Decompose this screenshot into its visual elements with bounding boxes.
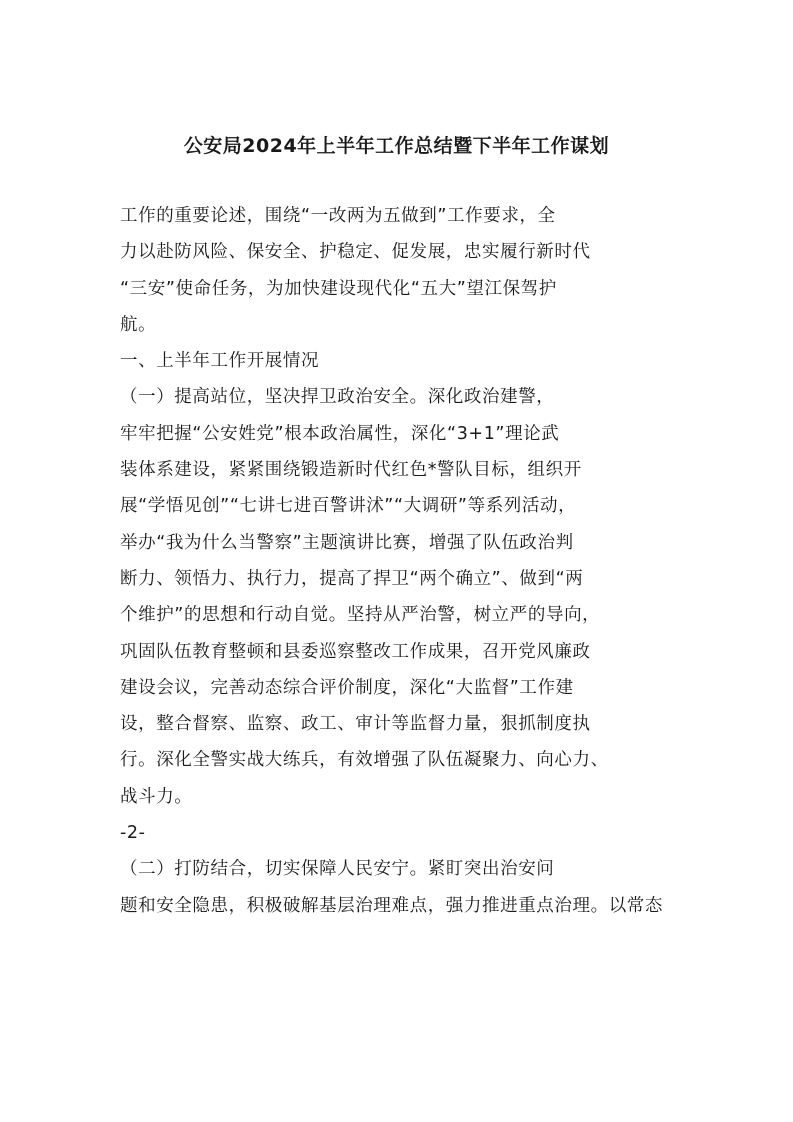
- body-line: 断力、领悟力、执行力，提高了捍卫“两个确立”、做到“两: [120, 568, 584, 589]
- body-line: 巩固队伍教育整顿和县委巡察整改工作成果，召开党风廉政: [120, 641, 591, 662]
- body-line: 战斗力。: [120, 786, 193, 807]
- body-line: 力以赴防风险、保安全、护稳定、促发展，忠实履行新时代: [120, 242, 591, 263]
- body-line: “三安”使命任务，为加快建设现代化“五大”望江保驾护: [120, 278, 557, 299]
- body-line: 设，整合督察、监察、政工、审计等监督力量，狠抓制度执: [120, 714, 591, 735]
- body-line: 个维护”的思想和行动自觉。坚持从严治警，树立严的导向，: [120, 605, 601, 626]
- body-line: 建设会议，完善动态综合评价制度，深化“大监督”工作建: [120, 677, 574, 698]
- body-line: 展“学悟见创”“七讲七进百警讲沭”“大调研”等系列活动，: [120, 496, 577, 517]
- page-number: -2-: [120, 823, 146, 844]
- subsection-heading: （二）打防结合，切实保障人民安宁。紧盯突出治安问: [120, 859, 555, 880]
- body-line: 工作的重要论述，围绕“一改两为五做到”工作要求，全: [120, 206, 556, 226]
- document-body: [120, 198, 680, 924]
- body-line: 题和安全隐患，积极破解基层治理难点，强力推进重点治理。以常态: [120, 895, 663, 916]
- body-line: 航。: [120, 314, 157, 335]
- section-heading: 一、上半年工作开展情况: [120, 351, 320, 372]
- body-line: 牢牢把握“公安姓党”根本政治属性，深化“3+1”理论武: [120, 423, 560, 444]
- body-line: 举办“我为什么当警察”主题演讲比赛，增强了队伍政治判: [120, 532, 574, 553]
- body-line: 行。深化全警实战大练兵，有效增强了队伍凝聚力、向心力、: [120, 750, 609, 771]
- document-title: 公安局2024年上半年工作总结暨下半年工作谋划: [183, 135, 610, 157]
- subsection-heading: （一）提高站位，坚决捍卫政治安全。深化政治建警，: [120, 387, 555, 408]
- body-line: 装体系建设，紧紧围绕锻造新时代红色*警队目标，组织开: [120, 460, 582, 481]
